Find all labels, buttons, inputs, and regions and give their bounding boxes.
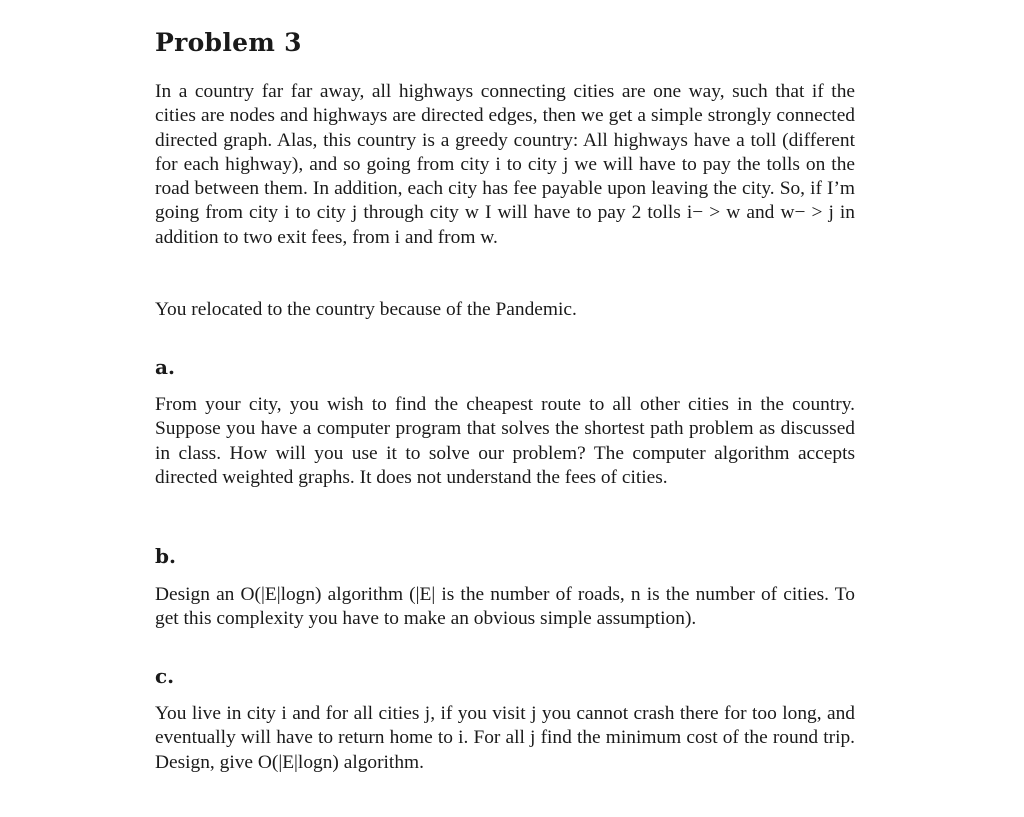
part-c-heading: c.	[155, 664, 175, 688]
relocation-paragraph: You relocated to the country because of the Pandemic.	[155, 299, 577, 320]
part-b-heading: b.	[155, 544, 176, 568]
part-a-text: From your city, you wish to find the cheapest route to all other cities in the country. Suppose you have a computer program that solves the shortest path problem as discussed in class. How will you use it to solve our problem? The computer algorithm accepts directed weighted graphs. It does not understand the fees of cities.	[155, 394, 855, 488]
problem-intro-paragraph: In a country far far away, all highways connecting cities are one way, such that if the cities are nodes and highways are directed edges, then we get a simple strongly connected directed graph. Alas, this country is a greedy country: All highways have a toll (different for each highway), and so going from city i to city j we will have to pay the tolls on the road between them. In addition, each city has fee payable upon leaving the city. So, if I’m going from city i to city j through city w I will have to pay 2 tolls i− > w and w− > j in addition to two exit fees, from i and from w.	[155, 81, 855, 248]
part-b-text: Design an O(|E|logn) algorithm (|E| is the number of roads, n is the number of cities. To get this complexity you have to make an obvious simple assumption).	[155, 584, 855, 630]
part-c-text: You live in city i and for all cities j, if you visit j you cannot crash there for too long, and eventually will have to return home to i. For all j find the minimum cost of the round trip. Design, give O(|E|logn) algorithm.	[155, 703, 855, 773]
problem-title: Problem 3	[155, 28, 302, 57]
part-a-heading: a.	[155, 355, 175, 379]
